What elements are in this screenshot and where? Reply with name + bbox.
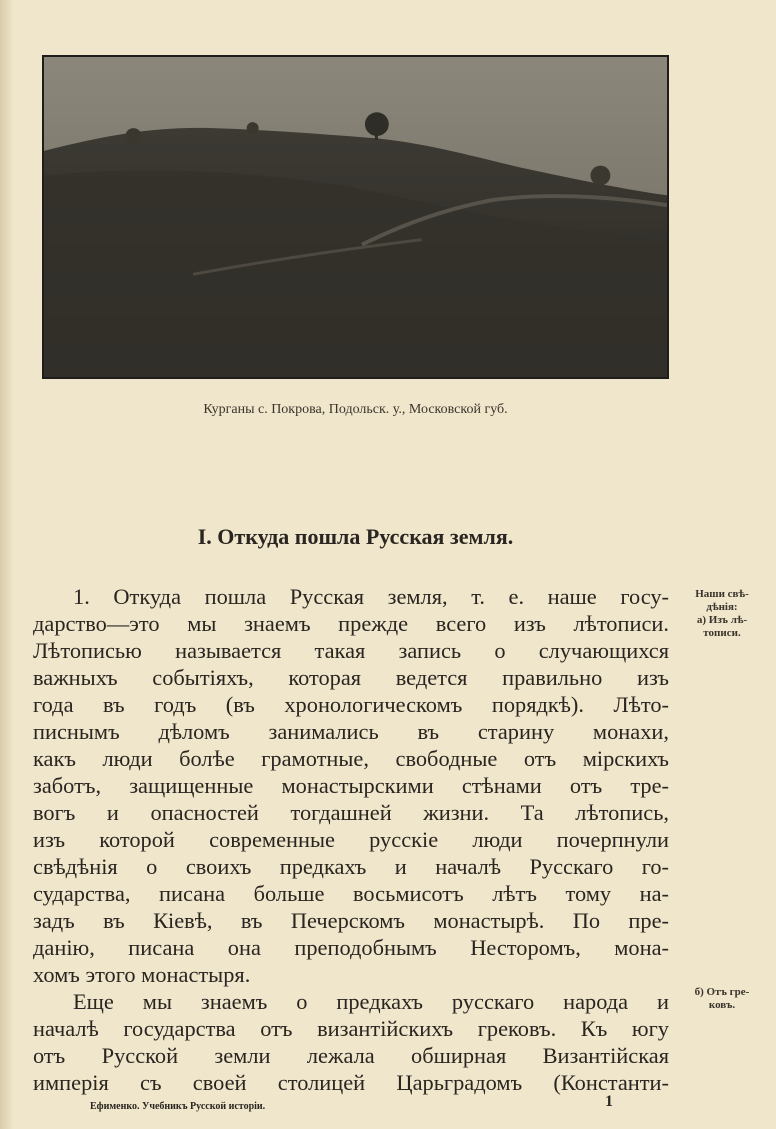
text-line: отъ Русской земли лежала обширная Византійская [33, 1043, 669, 1068]
text-line: хомъ этого монастыря. [33, 962, 251, 987]
margin-note-line: а) Изъ лѣ- [696, 614, 748, 626]
margin-note-line: б) Отъ гре- [694, 986, 750, 998]
page-edge [0, 0, 14, 1129]
chapter-title: I. Откуда пошла Русская земля. [197, 524, 514, 549]
margin-note-from-greeks [676, 986, 768, 1012]
body-text [33, 583, 669, 1096]
margin-note-line: Наши свѣ- [695, 588, 749, 600]
text-line: писнымъ дѣломъ занимались въ старину монахи, [33, 719, 669, 744]
text-line: началѣ государства отъ византійскихъ грековъ. Къ югу [33, 1016, 669, 1041]
kurgan-photo [42, 55, 669, 379]
text-line: сударства, писана больше восьмисотъ лѣтъ тому на- [33, 881, 669, 906]
text-line: 1. Откуда пошла Русская земля, т. е. наше госу- [73, 584, 669, 609]
text-line: свѣдѣнія о своихъ предкахъ и началѣ Русскаго го- [33, 854, 669, 879]
text-line: вогъ и опасностей тогдашней жизни. Та лѣтопись, [33, 800, 669, 825]
text-line: заботъ, защищенные монастырскими стѣнами отъ тре- [33, 773, 669, 798]
text-line: какъ люди болѣе грамотные, свободные отъ мірскихъ [33, 746, 669, 771]
margin-note-line: ковъ. [708, 999, 736, 1011]
margin-note-line: дѣнія: [706, 601, 738, 613]
text-line: задъ въ Кіевѣ, въ Печерскомъ монастырѣ. По пре- [33, 908, 669, 933]
text-line: Лѣтописью называется такая запись о случающихся [33, 638, 669, 663]
landscape-image [44, 57, 667, 377]
text-line: важныхъ событіяхъ, которая ведется правильно изъ [33, 665, 669, 690]
text-line: дарство—это мы знаемъ прежде всего изъ лѣтописи. [33, 611, 669, 636]
figure-caption: Курганы с. Покрова, Подольск. у., Московской губ. [203, 402, 508, 417]
page-number: 1 [605, 1093, 613, 1110]
margin-note-line: тописи. [703, 627, 741, 639]
text-line: Еще мы знаемъ о предкахъ русскаго народа и [73, 989, 669, 1014]
text-line: года въ годъ (въ хронологическомъ порядкѣ). Лѣто- [33, 692, 669, 717]
text-line: изъ которой современные русскіе люди почерпнули [33, 827, 669, 852]
footer-book-title: Ефименко. Учебникъ Русской исторіи. [90, 1101, 266, 1112]
margin-note-sources-chronicle [676, 588, 768, 640]
text-line: имперія съ своей столицей Царьградомъ (Константи- [33, 1070, 669, 1095]
text-line: данію, писана она преподобнымъ Несторомъ, мона- [33, 935, 669, 960]
